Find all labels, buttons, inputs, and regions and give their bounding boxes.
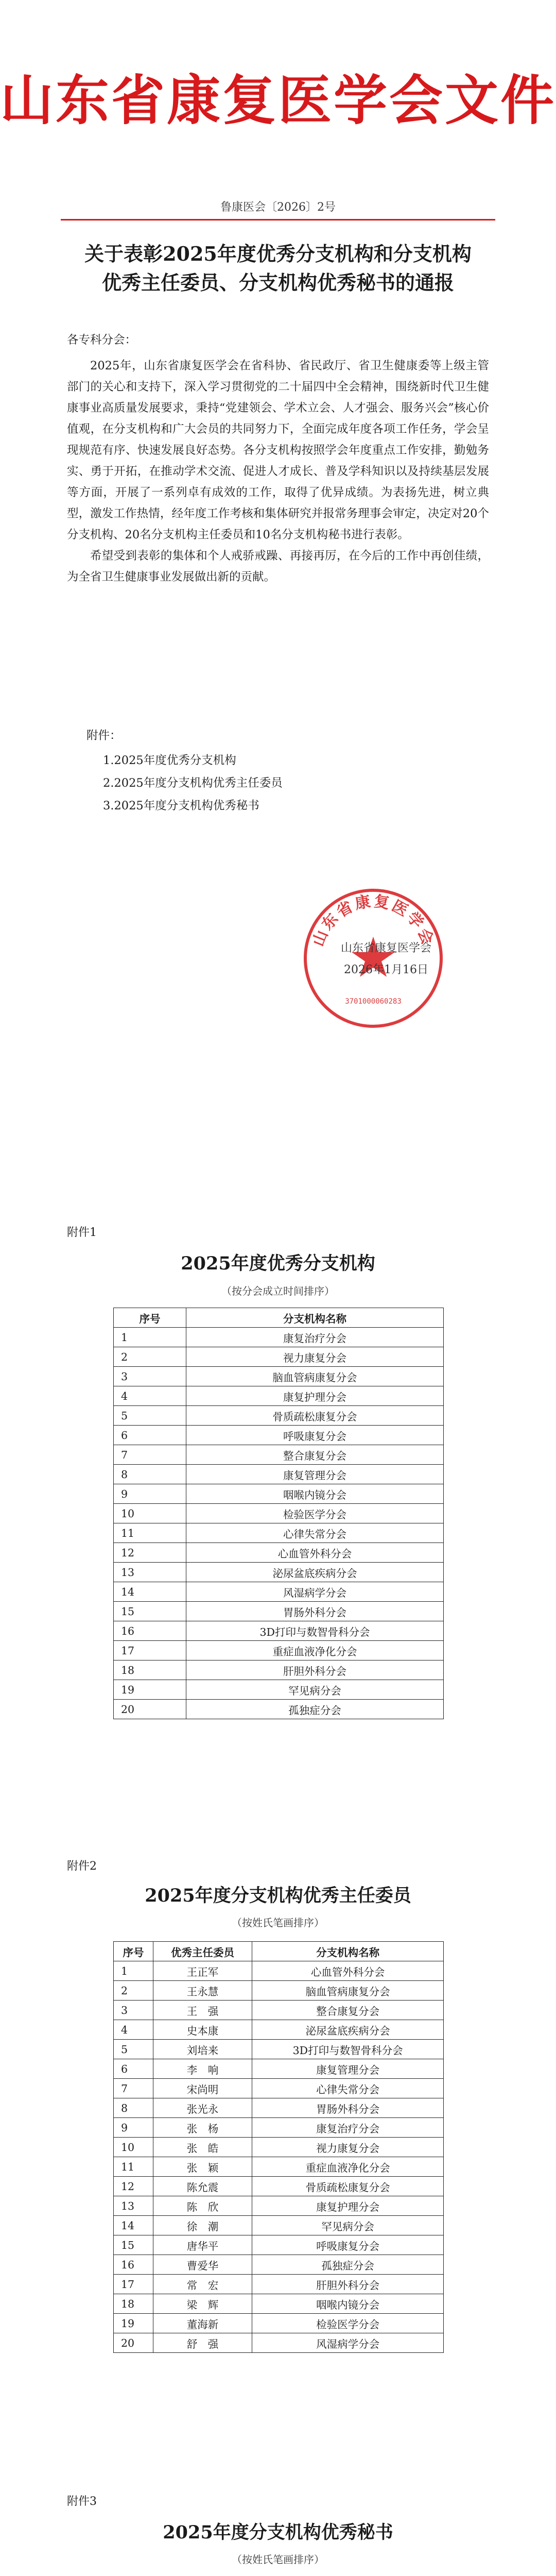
table-row xyxy=(114,2001,444,2020)
branch-name: 重症血液净化分会 xyxy=(252,2157,444,2177)
branch-name: 整合康复分会 xyxy=(252,2001,444,2020)
row-number: 6 xyxy=(114,1426,186,1445)
table-row xyxy=(114,1602,444,1621)
person-name: 陈 欣 xyxy=(153,2196,252,2216)
table-row xyxy=(114,1406,444,1426)
row-number: 10 xyxy=(114,1504,186,1523)
branch-name: 康复管理分会 xyxy=(252,2059,444,2079)
document-number: 鲁康医会〔2026〕2号 xyxy=(220,201,336,214)
row-number: 7 xyxy=(114,2079,153,2098)
branch-name: 罕见病分会 xyxy=(186,1680,444,1700)
table-row xyxy=(114,1445,444,1465)
branch-name: 泌尿盆底疾病分会 xyxy=(252,2020,444,2040)
row-number: 20 xyxy=(114,1700,186,1719)
row-number: 14 xyxy=(114,1582,186,1602)
table-row xyxy=(114,2138,444,2157)
table-row xyxy=(114,1426,444,1445)
appendix2-label: 附件2 xyxy=(67,1860,97,1873)
person-name: 张光永 xyxy=(153,2098,252,2118)
branch-name: 呼吸康复分会 xyxy=(186,1426,444,1445)
signature-date: 2026年1月16日 xyxy=(344,963,428,976)
row-number: 14 xyxy=(114,2216,153,2235)
branch-name: 风湿病学分会 xyxy=(186,1582,444,1602)
table-row xyxy=(114,2255,444,2275)
person-name: 舒 强 xyxy=(153,2333,252,2353)
table-row xyxy=(114,1700,444,1719)
row-number: 17 xyxy=(114,1641,186,1660)
person-name: 梁 辉 xyxy=(153,2294,252,2314)
person-name: 张 皓 xyxy=(153,2138,252,2157)
table-row xyxy=(114,2098,444,2118)
salutation: 各专科分会： xyxy=(67,333,137,347)
person-name: 唐华平 xyxy=(153,2235,252,2255)
seal-serial: 3701000060283 xyxy=(345,997,402,1006)
table-row xyxy=(114,1981,444,2001)
person-name: 史本康 xyxy=(153,2020,252,2040)
table-row xyxy=(114,1367,444,1386)
branch-name: 孤独症分会 xyxy=(252,2255,444,2275)
appendix1-subtitle: （按分会成立时间排序） xyxy=(221,1285,335,1297)
row-number: 16 xyxy=(114,1621,186,1641)
row-number: 1 xyxy=(114,1961,153,1981)
branch-name: 咽喉内镜分会 xyxy=(186,1484,444,1504)
branch-name: 3D打印与数智骨科分会 xyxy=(252,2040,444,2059)
branch-name: 胃肠外科分会 xyxy=(252,2098,444,2118)
row-number: 19 xyxy=(114,1680,186,1700)
table-row xyxy=(114,2177,444,2196)
branch-name: 视力康复分会 xyxy=(186,1347,444,1367)
appendix1-title: 2025年度优秀分支机构 xyxy=(181,1253,375,1274)
branch-name: 胃肠外科分会 xyxy=(186,1602,444,1621)
table-row xyxy=(114,2314,444,2333)
table-header: 优秀主任委员 xyxy=(153,1942,252,1961)
branch-name: 肝胆外科分会 xyxy=(186,1660,444,1680)
person-name: 常 宏 xyxy=(153,2275,252,2294)
appendix3-subtitle: （按姓氏笔画排序） xyxy=(232,2553,324,2566)
row-number: 12 xyxy=(114,1543,186,1563)
row-number: 15 xyxy=(114,2235,153,2255)
person-name: 王永慧 xyxy=(153,1981,252,2001)
document-header-title: 山东省康复医学会文件 xyxy=(0,69,556,132)
attachment-item: 2.2025年度分支机构优秀主任委员 xyxy=(103,776,283,790)
table-header: 序号 xyxy=(114,1942,153,1961)
branch-name: 罕见病分会 xyxy=(252,2216,444,2235)
row-number: 15 xyxy=(114,1602,186,1621)
appendix1-label: 附件1 xyxy=(67,1226,97,1239)
person-name: 曹爱华 xyxy=(153,2255,252,2275)
table-row xyxy=(114,2333,444,2353)
row-number: 12 xyxy=(114,2177,153,2196)
row-number: 20 xyxy=(114,2333,153,2353)
table-row xyxy=(114,1621,444,1641)
row-number: 13 xyxy=(114,1563,186,1582)
table-row xyxy=(114,1523,444,1543)
row-number: 9 xyxy=(114,2118,153,2138)
person-name: 陈允震 xyxy=(153,2177,252,2196)
table-row xyxy=(114,1347,444,1367)
row-number: 3 xyxy=(114,1367,186,1386)
table-row xyxy=(114,1504,444,1523)
row-number: 4 xyxy=(114,1386,186,1406)
table-row xyxy=(114,1465,444,1484)
table-row xyxy=(114,1484,444,1504)
appendix1-table xyxy=(113,1308,444,1719)
signature-org: 山东省康复医学会 xyxy=(340,942,431,955)
table-row xyxy=(114,2235,444,2255)
branch-name: 心血管外科分会 xyxy=(252,1961,444,1981)
row-number: 7 xyxy=(114,1445,186,1465)
row-number: 17 xyxy=(114,2275,153,2294)
person-name: 刘培来 xyxy=(153,2040,252,2059)
branch-name: 康复治疗分会 xyxy=(186,1328,444,1347)
table-row xyxy=(114,1386,444,1406)
table-row xyxy=(114,1543,444,1563)
table-row xyxy=(114,1582,444,1602)
row-number: 16 xyxy=(114,2255,153,2275)
row-number: 1 xyxy=(114,1328,186,1347)
branch-name: 泌尿盆底疾病分会 xyxy=(186,1563,444,1582)
row-number: 5 xyxy=(114,1406,186,1426)
branch-name: 康复护理分会 xyxy=(186,1386,444,1406)
row-number: 18 xyxy=(114,2294,153,2314)
table-row xyxy=(114,1328,444,1347)
branch-name: 孤独症分会 xyxy=(186,1700,444,1719)
attachment-item: 3.2025年度分支机构优秀秘书 xyxy=(103,799,259,812)
table-row xyxy=(114,2275,444,2294)
table-row xyxy=(114,1961,444,1981)
branch-name: 呼吸康复分会 xyxy=(252,2235,444,2255)
branch-name: 检验医学分会 xyxy=(186,1504,444,1523)
branch-name: 检验医学分会 xyxy=(252,2314,444,2333)
notice-body xyxy=(67,355,489,588)
person-name: 董海新 xyxy=(153,2314,252,2333)
row-number: 5 xyxy=(114,2040,153,2059)
row-number: 6 xyxy=(114,2059,153,2079)
table-row xyxy=(114,1641,444,1660)
branch-name: 3D打印与数智骨科分会 xyxy=(186,1621,444,1641)
branch-name: 心律失常分会 xyxy=(186,1523,444,1543)
body-paragraph: 2025年，山东省康复医学会在省科协、省民政厅、省卫生健康委等上级主管部门的关心和支持下，深入学习贯彻党的二十届四中全会精神，围绕新时代卫生健康事业高质量发展要求，秉持“党建领会、学术立会、人才强会、服务兴会”核心价值观，在分支机构和广大会员的共同努力下，全面完成年度各项工作任务，学会呈现规范有序、快速发展良好态势。各分支机构按照学会年度重点工作安排，勤勉务实、勇于开拓，在推动学术交流、促进人才成长、普及学科知识以及持续基层发展等方面，开展了一系列卓有成效的工作，取得了优异成绩。为表扬先进，树立典型，激发工作热情，经年度工作考核和集体研究并报常务理事会审定，决定对20个分支机构、20名分支机构主任委员和10名分支机构秘书进行表彰。 xyxy=(67,359,489,541)
row-number: 9 xyxy=(114,1484,186,1504)
notice-title-line2: 优秀主任委员、分支机构优秀秘书的通报 xyxy=(101,271,454,294)
table-header: 分支机构名称 xyxy=(252,1942,444,1961)
branch-name: 视力康复分会 xyxy=(252,2138,444,2157)
red-divider-line xyxy=(61,219,495,221)
appendix2-table xyxy=(113,1941,444,2353)
notice-title-line1: 关于表彰2025年度优秀分支机构和分支机构 xyxy=(84,242,472,265)
branch-name: 脑血管病康复分会 xyxy=(252,1981,444,2001)
table-row xyxy=(114,2020,444,2040)
row-number: 11 xyxy=(114,2157,153,2177)
row-number: 10 xyxy=(114,2138,153,2157)
attachment-item: 1.2025年度优秀分支机构 xyxy=(103,754,236,767)
branch-name: 康复治疗分会 xyxy=(252,2118,444,2138)
branch-name: 重症血液净化分会 xyxy=(186,1641,444,1660)
person-name: 王正军 xyxy=(153,1961,252,1981)
table-row xyxy=(114,1563,444,1582)
row-number: 11 xyxy=(114,1523,186,1543)
notice-title xyxy=(67,240,489,297)
person-name: 李 响 xyxy=(153,2059,252,2079)
table-header: 分支机构名称 xyxy=(186,1308,444,1328)
branch-name: 心血管外科分会 xyxy=(186,1543,444,1563)
row-number: 19 xyxy=(114,2314,153,2333)
row-number: 2 xyxy=(114,1347,186,1367)
branch-name: 咽喉内镜分会 xyxy=(252,2294,444,2314)
appendix3-label: 附件3 xyxy=(67,2495,97,2508)
table-row xyxy=(114,1680,444,1700)
appendix2-subtitle: （按姓氏笔画排序） xyxy=(232,1917,324,1929)
table-row xyxy=(114,2079,444,2098)
table-row xyxy=(114,1660,444,1680)
table-row xyxy=(114,2059,444,2079)
person-name: 徐 潮 xyxy=(153,2216,252,2235)
branch-name: 康复管理分会 xyxy=(186,1465,444,1484)
row-number: 8 xyxy=(114,2098,153,2118)
branch-name: 骨质疏松康复分会 xyxy=(186,1406,444,1426)
appendix2-title: 2025年度分支机构优秀主任委员 xyxy=(145,1885,411,1906)
branch-name: 整合康复分会 xyxy=(186,1445,444,1465)
table-row xyxy=(114,2196,444,2216)
row-number: 3 xyxy=(114,2001,153,2020)
attachments-list xyxy=(103,749,283,817)
person-name: 王 强 xyxy=(153,2001,252,2020)
row-number: 4 xyxy=(114,2020,153,2040)
branch-name: 骨质疏松康复分会 xyxy=(252,2177,444,2196)
body-paragraph: 希望受到表彰的集体和个人戒骄戒躁、再接再厉，在今后的工作中再创佳绩，为全省卫生健康事业发展做出新的贡献。 xyxy=(67,549,489,584)
person-name: 张 颖 xyxy=(153,2157,252,2177)
person-name: 宋尚明 xyxy=(153,2079,252,2098)
attachments-heading: 附件： xyxy=(86,729,121,742)
row-number: 2 xyxy=(114,1981,153,2001)
branch-name: 康复护理分会 xyxy=(252,2196,444,2216)
branch-name: 脑血管病康复分会 xyxy=(186,1367,444,1386)
seal-text: 山东省康复医学会 xyxy=(309,892,438,949)
table-row xyxy=(114,2216,444,2235)
appendix3-title: 2025年度分支机构优秀秘书 xyxy=(163,2522,393,2543)
row-number: 8 xyxy=(114,1465,186,1484)
branch-name: 心律失常分会 xyxy=(252,2079,444,2098)
branch-name: 肝胆外科分会 xyxy=(252,2275,444,2294)
table-row xyxy=(114,2118,444,2138)
row-number: 13 xyxy=(114,2196,153,2216)
table-row xyxy=(114,2157,444,2177)
table-header: 序号 xyxy=(114,1308,186,1328)
branch-name: 风湿病学分会 xyxy=(252,2333,444,2353)
signature-block xyxy=(319,938,453,981)
person-name: 张 杨 xyxy=(153,2118,252,2138)
table-row xyxy=(114,2294,444,2314)
row-number: 18 xyxy=(114,1660,186,1680)
table-row xyxy=(114,2040,444,2059)
